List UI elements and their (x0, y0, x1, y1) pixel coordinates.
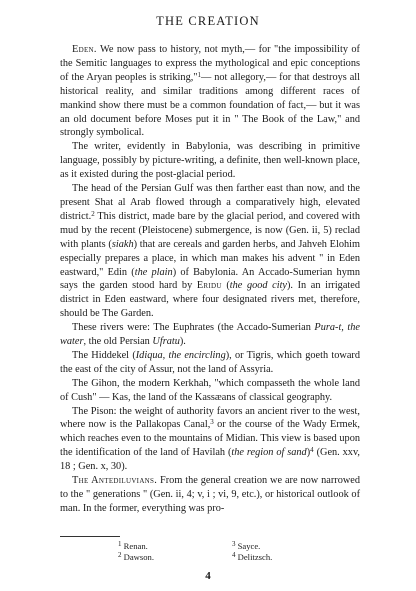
footnote-text: Delitzsch. (237, 552, 273, 562)
paragraph-text: ( (221, 280, 230, 292)
paragraph-text: The Gihon, the modern Kerkhah, "which compasseth the whole land of Cush" — Kas, the land of the Kassæans of classical geography. (60, 377, 360, 403)
paragraph-text: or the course of the Wady Ermek, which reaches even to the mountains of Midian. This view is based upon the identification of the land of Havilah ( (60, 419, 360, 459)
footnote-item (118, 541, 232, 552)
paragraph-hiddekel (60, 349, 360, 377)
footnote-item (118, 552, 232, 563)
page-number: 4 (205, 570, 211, 582)
footnote-ref: 4 (310, 446, 314, 455)
italic-term: the plain (134, 266, 173, 278)
paragraph-text: The Hiddekel ( (72, 349, 136, 361)
italic-term: Ufratu (152, 336, 180, 348)
italic-term: the good city (229, 280, 287, 292)
paragraph-pison (60, 405, 360, 475)
paragraph-text: We now pass to history, not myth,— for "the impossibility of the Semitic languages to express the mythological and epic conceptions of the Aryan peoples is striking," (60, 44, 360, 83)
footnotes (118, 541, 348, 563)
paragraph-text: ) (306, 447, 311, 459)
paragraph-text: — not allegory,— for that destroys all historical reality, and similar traditions among different races of mankind show there must be a common foundation of fact,— but it was an old document before Moses put it in " The Book of the Law," and strongly symbolical. (60, 71, 360, 139)
footnote-ref: 2 (91, 209, 95, 218)
section-lead-eden: Eden. (72, 44, 97, 55)
italic-term: Idiqua, the encircling (135, 349, 226, 361)
paragraph-text: ), or Tigris, which goeth toward the east of the city of Assur, not the land of Assyria. (60, 349, 360, 375)
paragraph-text: This district, made bare by the glacial period, and covered with mud by the recent (Pleistocene) submergence, is now (Gen. ii, 5) reclad with plants ( (60, 210, 360, 250)
footnote-item (232, 552, 348, 563)
footnote-item (232, 541, 348, 552)
italic-term: the region of sand (231, 447, 307, 459)
italic-term: siakh (111, 238, 134, 250)
paragraph-text: , the old Persian (83, 336, 153, 348)
italic-term: Pura-t, the water (60, 322, 360, 348)
paragraph-writer (60, 140, 360, 182)
paragraph-text: These rivers were: The Euphrates (the Accado-Sumerian (72, 322, 315, 334)
paragraph-text: ) of Babylonia. An Accado-Sumerian hymn says the garden stood hard by (60, 266, 360, 292)
paragraph-rivers (60, 321, 360, 349)
paragraph-text: The Pison: the weight of authority favors an ancient river to the west, where now is the Pallakopas Canal, (60, 405, 360, 431)
paragraph-text: From the general creation we are now narrowed to the " generations " (Gen. ii, 4; v, i ; vi, 9, etc.), or historical outlook of man. In the former, everything was pro- (60, 475, 360, 514)
running-head: THE CREATION (156, 14, 260, 28)
paragraph-persian-gulf (60, 182, 360, 321)
footnote-mark: 3 (232, 540, 236, 548)
footnote-ref: 3 (210, 418, 214, 427)
paragraph-antediluvians (60, 474, 360, 516)
smallcaps-term: Eridu (196, 280, 222, 292)
footnote-ref: 1 (197, 70, 201, 79)
footnote-text: Renan. (123, 541, 148, 551)
paragraph-text: The writer, evidently in Babylonia, was describing in primitive language, possibly by picture-writing, a definite, then well-known place, as it existed during the post-glacial period. (60, 141, 360, 181)
footnote-mark: 2 (118, 551, 122, 559)
footnote-mark: 1 (118, 540, 122, 548)
footnote-text: Dawson. (123, 552, 154, 562)
section-lead-antediluvians: The Antediluvians. (72, 475, 158, 487)
paragraph-text: ). (179, 336, 186, 348)
paragraph-text: (Gen. xxv, 18 ; Gen. x, 30). (60, 447, 361, 473)
paragraph-text: ). In an irrigated district in Eden eastward, where four designated rivers met, therefore, should be The Garden. (60, 280, 360, 320)
footnote-text: Sayce. (237, 541, 261, 551)
paragraph-eden (60, 43, 360, 140)
footnote-rule (60, 536, 120, 537)
footnote-mark: 4 (232, 551, 236, 559)
paragraph-text: ) that are cereals and garden herbs, and Jahveh Elohim especially prepares a place, in which man makes his advent " in Eden eastward," Edin ( (60, 238, 360, 278)
body-text (60, 43, 360, 516)
paragraph-text: The head of the Persian Gulf was then farther east than now, and the present Shat al Arab flowed through a comparatively high, elevated district. (60, 183, 360, 222)
paragraph-gihon (60, 377, 360, 405)
